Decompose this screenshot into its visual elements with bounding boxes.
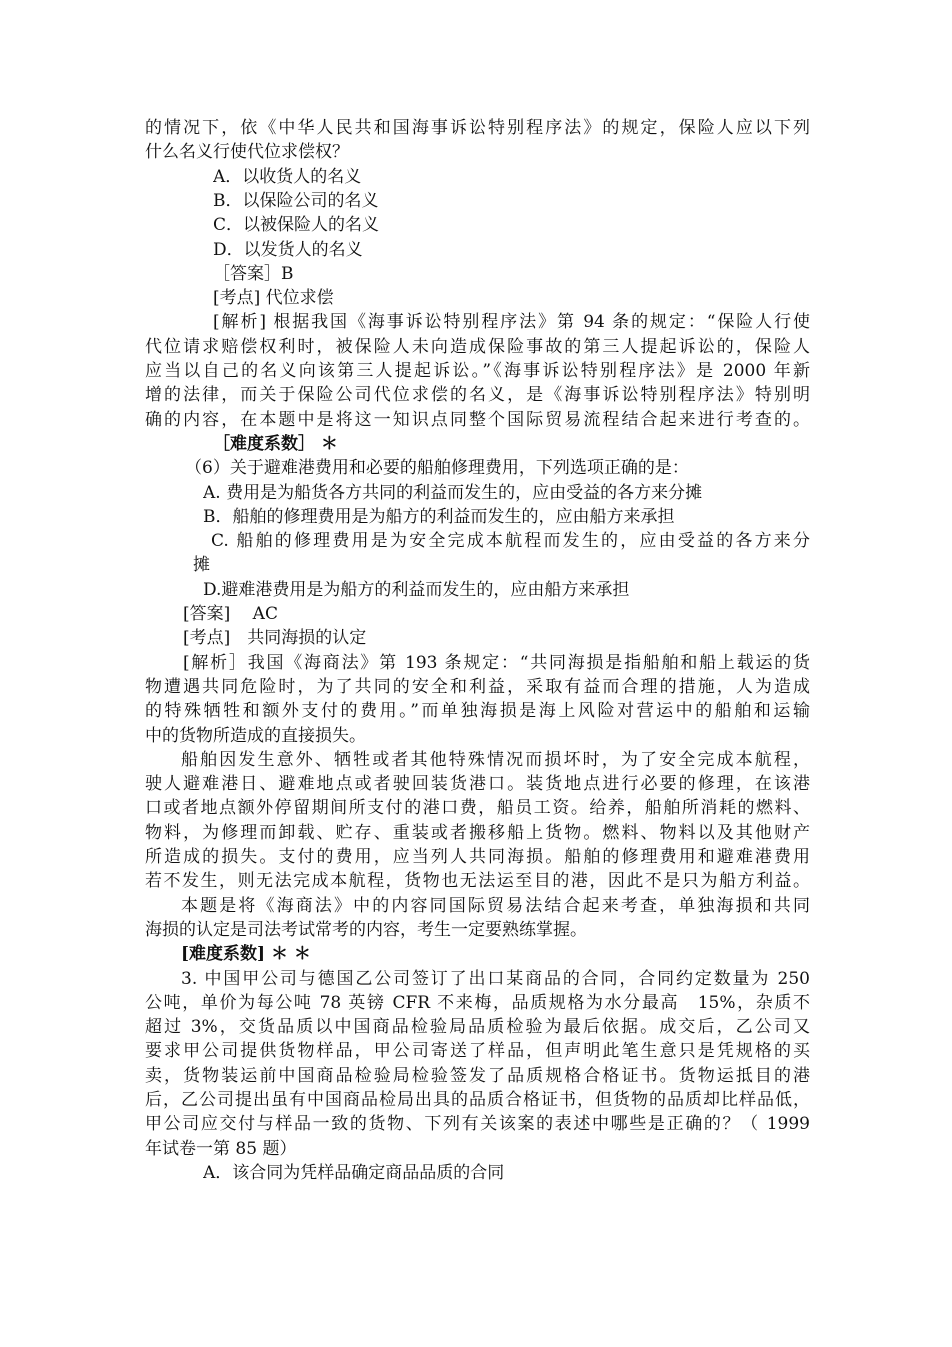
text-line: 海损的认定是司法考试常考的内容，考生一定要熟练掌握。 bbox=[145, 919, 587, 940]
text-line: A．以收货人的名义 bbox=[213, 166, 362, 187]
text-line: 什么名义行使代位求偿权？ bbox=[145, 142, 349, 163]
text-line: 卖，货物装运前中国商品检验局检验签发了品质规格合格证书。货物运抵目的港 bbox=[145, 1065, 810, 1086]
text-line: 应当以自己的名义向该第三人提起诉讼。”《海事诉讼特别程序法》是 2000 年新 bbox=[145, 361, 810, 381]
text-line: A．该合同为凭样品确定商品品质的合同 bbox=[203, 1162, 505, 1183]
text-line: D．以发货人的名义 bbox=[213, 239, 363, 260]
text-line: A. 费用是为船货各方共同的利益而发生的，应由受益的各方来分摊 bbox=[203, 482, 703, 503]
text-line: 的情况下，依《中华人民共和国海事诉讼特别程序法》的规定，保险人应以下列 bbox=[145, 118, 810, 138]
text-line: [解析] 根据我国《海事诉讼特别程序法》第 94 条的规定：“保险人行使 bbox=[213, 312, 810, 333]
text-line: [解析］我国《海商法》第 193 条规定：“共同海损是指船舶和船上载运的货 bbox=[183, 652, 810, 673]
text-line: 所造成的损失。支付的费用，应当列人共同海损。船舶的修理费用和避难港费用 bbox=[145, 847, 810, 867]
text-line: 中的货物所造成的直接损失。 bbox=[145, 725, 366, 746]
text-line: 超过 3%，交货品质以中国商品检验局品质检验为最后依据。成交后，乙公司又 bbox=[145, 1017, 810, 1038]
text-line: ［答案］B bbox=[213, 263, 294, 284]
text-line: B．船舶的修理费用是为船方的利益而发生的，应由船方来承担 bbox=[203, 506, 675, 527]
text-line: 船舶因发生意外、牺牲或者其他特殊情况而损坏时，为了安全完成本航程， bbox=[181, 749, 810, 770]
text-line: [考点] 代位求偿 bbox=[213, 288, 334, 309]
text-line: 增的法律，而关于保险公司代位求偿的名义，是《海事诉讼特别程序法》特别明 bbox=[145, 385, 810, 406]
text-line: （6）关于避难港费用和必要的船舶修理费用，下列选项正确的是： bbox=[185, 458, 689, 479]
text-line: C．以被保险人的名义 bbox=[213, 215, 380, 236]
text-line: [难度系数] ＊ ＊ bbox=[181, 944, 311, 965]
text-line: 甲公司应交付与样品一致的货物、下列有关该案的表述中哪些是正确的？（ 1999 bbox=[145, 1114, 810, 1135]
text-line: [答案] AC bbox=[183, 604, 278, 624]
text-line: 的特殊牺牲和额外支付的费用。”而单独海损是海上风险对营运中的船舶和运输 bbox=[145, 701, 810, 722]
text-line: 年试卷一第 85 题） bbox=[145, 1138, 297, 1159]
text-line: 驶人避难港日、避难地点或者驶回装货港口。装货地点进行必要的修理，在该港 bbox=[145, 774, 810, 795]
text-line: 本题是将《海商法》中的内容同国际贸易法结合起来考查，单独海损和共同 bbox=[181, 895, 810, 916]
text-line: 物遭遇共同危险时，为了共同的安全和利益，采取有益而合理的措施，人为造成 bbox=[145, 676, 810, 697]
text-line: 要求甲公司提供货物样品，甲公司寄送了样品，但声明此笔生意只是凭规格的买 bbox=[145, 1041, 810, 1062]
text-line: 摊 bbox=[193, 555, 210, 576]
text-line: ［难度系数］ ＊ bbox=[213, 433, 338, 454]
text-line: 口或者地点额外停留期间所支付的港口费，船员工资。给养，船舶所消耗的燃料、 bbox=[145, 798, 810, 819]
text-line: 公吨，单价为每公吨 78 英镑 CFR 不来梅，品质规格为水分最高 15%，杂质不 bbox=[145, 992, 810, 1013]
text-line: [考点] 共同海损的认定 bbox=[183, 628, 367, 649]
text-line: 3. 中国甲公司与德国乙公司签订了出口某商品的合同，合同约定数量为 250 bbox=[181, 968, 810, 989]
text-line: 后，乙公司提出虽有中国商品检局出具的品质合格证书，但货物的品质却比样品低， bbox=[145, 1090, 810, 1110]
text-line: 物料，为修理而卸载、贮存、重装或者搬移船上货物。燃料、物料以及其他财产 bbox=[145, 822, 810, 843]
text-line: B．以保险公司的名义 bbox=[213, 190, 379, 211]
text-line: 代位请求赔偿权利时，被保险人未向造成保险事故的第三人提起诉讼的，保险人 bbox=[145, 336, 810, 357]
text-line: D.避难港费用是为船方的利益而发生的，应由船方来承担 bbox=[203, 579, 630, 600]
text-line: 确的内容，在本题中是将这一知识点同整个国际贸易流程结合起来进行考查的。 bbox=[145, 409, 810, 430]
text-line: C. 船舶的修理费用是为安全完成本航程而发生的，应由受益的各方来分 bbox=[211, 531, 810, 552]
text-line: 若不发生，则无法完成本航程，货物也无法运至目的港，因此不是只为船方利益。 bbox=[145, 871, 810, 892]
